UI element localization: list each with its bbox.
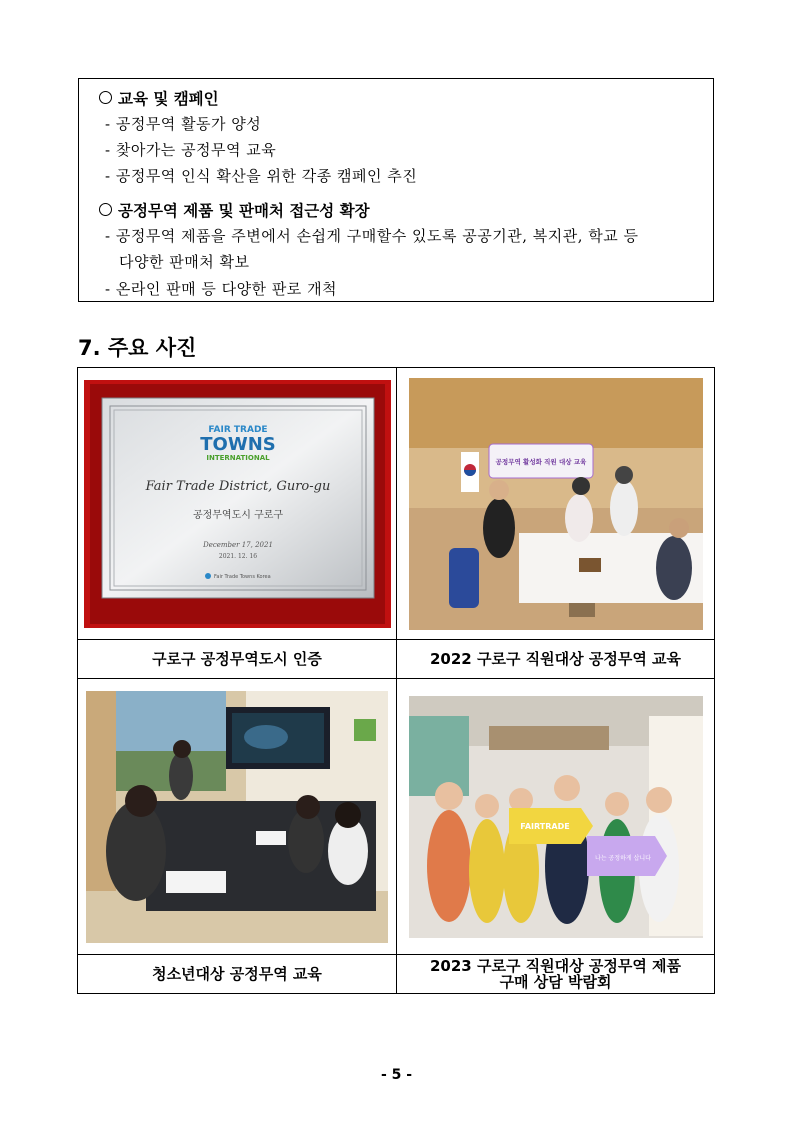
circle-bullet-icon [99, 203, 112, 216]
bullet-item: - 공정무역 인식 확산을 위한 각종 캠페인 추진 [105, 167, 418, 185]
plaque-date-num: 2021. 12. 16 [218, 552, 257, 560]
caption-line: 2023 구로구 직원대상 공정무역 제품 [430, 957, 682, 975]
staff-education-photo [409, 378, 703, 630]
youth-education-photo [86, 691, 388, 943]
sign2-text: 나는 공정하게 삽니다 [594, 854, 651, 862]
circle-bullet-icon [99, 91, 112, 104]
bullet-item: - 온라인 판매 등 다양한 판로 개척 [105, 280, 338, 298]
bullet-item: - 찾아가는 공정무역 교육 [105, 141, 277, 159]
section-title: 7. 주요 사진 [78, 336, 197, 360]
photo-caption-two-line [397, 955, 715, 994]
photo-table [77, 367, 715, 994]
plaque-org: Fair Trade Towns Korea [213, 573, 271, 580]
banner-text: 공정무역 활성화 직원 대상 교육 [495, 457, 586, 466]
plaque-org-icon [205, 573, 211, 579]
plaque-title-ko: 공정무역도시 구로구 [192, 509, 283, 521]
text-box [78, 78, 714, 302]
photo-caption: 2022 구로구 직원대상 공정무역 교육 [397, 640, 715, 679]
photo-cell [78, 368, 397, 640]
photo-cell [78, 679, 397, 955]
plaque-logo-line3: INTERNATIONAL [205, 453, 270, 462]
plaque-logo-line1: FAIR TRADE [207, 424, 268, 435]
plaque-logo-line2: TOWNS [199, 433, 276, 455]
photo-cell [397, 679, 715, 955]
heading-text: 공정무역 제품 및 판매처 접근성 확장 [118, 202, 370, 220]
photo-caption: 구로구 공정무역도시 인증 [78, 640, 397, 679]
bullet-item: - 공정무역 활동가 양성 [105, 115, 262, 133]
page-number: - 5 - [380, 1067, 413, 1083]
plaque-date-en: December 17, 2021 [202, 540, 273, 549]
bullet-item-continued: 다양한 판매처 확보 [119, 253, 250, 271]
section-heading-education [99, 87, 219, 109]
plaque-photo [84, 380, 391, 628]
plaque-title-en: Fair Trade District, Guro-gu [145, 478, 330, 494]
caption-line: 구매 상담 박람회 [499, 973, 612, 991]
product-expo-photo [409, 696, 703, 938]
photo-cell [397, 368, 715, 640]
heading-text: 교육 및 캠페인 [118, 90, 219, 108]
sign1-text: FAIRTRADE [519, 821, 570, 831]
section-heading-access [99, 199, 370, 221]
photo-caption: 청소년대상 공정무역 교육 [78, 955, 397, 994]
bullet-item: - 공정무역 제품을 주변에서 손쉽게 구매할수 있도록 공공기관, 복지관, 학교 등 [105, 227, 639, 245]
